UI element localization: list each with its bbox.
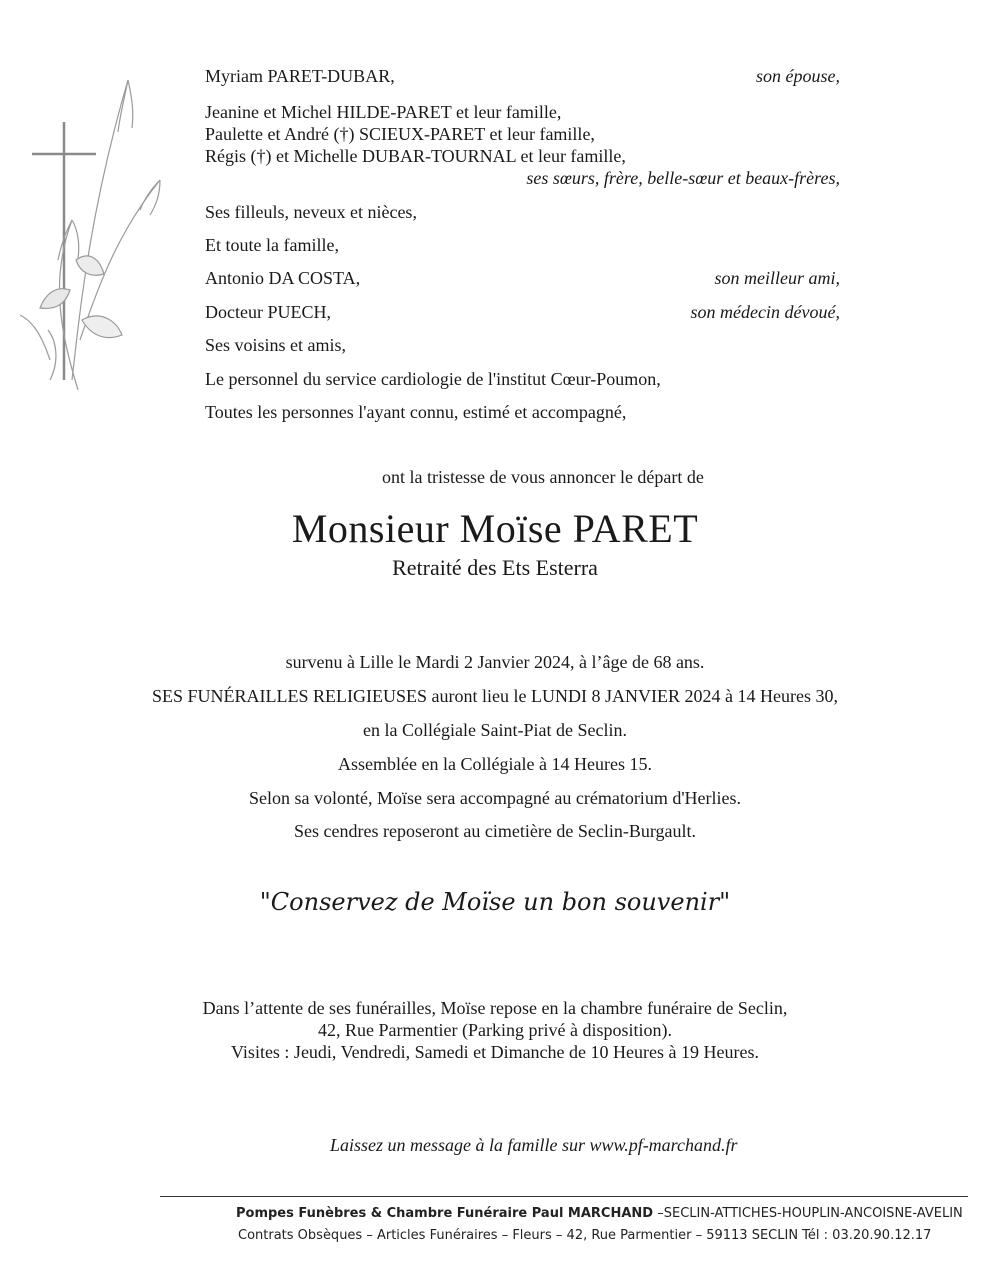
family-name-9: Ses voisins et amis, [205, 335, 347, 355]
footer-towns: –SECLIN-ATTICHES-HOUPLIN-ANCOISNE-AVELIN [653, 1206, 963, 1221]
memorial-quote: "Conservez de Moïse un bon souvenir" [259, 888, 731, 916]
family-name-10: Le personnel du service cardiologie de l'institut Cœur-Poumon, [205, 369, 661, 389]
deceased-name: Monsieur Moïse PARET [291, 506, 699, 551]
detail-line-1: survenu à Lille le Mardi 2 Janvier 2024, à l’âge de 68 ans. [285, 652, 705, 672]
message-text: Laissez un message à la famille sur www.pf-marchand.fr [330, 1135, 738, 1155]
footer-company-name: Pompes Funèbres & Chambre Funéraire Paul MARCHAND [236, 1206, 654, 1221]
detail-line-4: Assemblée en la Collégiale à 14 Heures 15. [338, 754, 652, 774]
family-name-11: Toutes les personnes l'ayant connu, estimé et accompagné, [205, 402, 627, 422]
announcement-text: ont la tristesse de vous annoncer le départ de [382, 467, 704, 487]
family-name-6: Et toute la famille, [205, 235, 339, 255]
detail-line-5: Selon sa volonté, Moïse sera accompagné au crématorium d'Herlies. [248, 788, 742, 808]
family-name-7: Antonio DA COSTA, [205, 268, 361, 288]
detail-line-6: Ses cendres reposeront au cimetière de Seclin-Burgault. [293, 821, 697, 841]
detail-line-3: en la Collégiale Saint-Piat de Seclin. [363, 720, 627, 740]
family-relation-1: son épouse, [756, 66, 840, 86]
family-name-3: Paulette et André (†) SCIEUX-PARET et leur famille, [205, 124, 595, 144]
family-relation-8: son médecin dévoué, [690, 302, 840, 322]
family-name-2: Jeanine et Michel HILDE-PARET et leur famille, [205, 102, 562, 122]
visit-info-line-2: 42, Rue Parmentier (Parking privé à disposition). [318, 1020, 672, 1040]
family-name-8: Docteur PUECH, [205, 302, 331, 322]
detail-line-2: SES FUNÉRAILLES RELIGIEUSES auront lieu le LUNDI 8 JANVIER 2024 à 14 Heures 30, [152, 686, 838, 706]
footer-company-line [236, 1206, 963, 1221]
footer-contact-line: Contrats Obsèques – Articles Funéraires – Fleurs – 42, Rue Parmentier – 59113 SECLIN Tél : 03.20.90.12.17 [238, 1228, 932, 1243]
family-name-1: Myriam PARET-DUBAR, [205, 66, 395, 86]
family-relation-7: son meilleur ami, [714, 268, 840, 288]
family-name-5: Ses filleuls, neveux et nièces, [205, 202, 417, 222]
visit-info-line-1: Dans l’attente de ses funérailles, Moïse repose en la chambre funéraire de Seclin, [202, 998, 788, 1018]
deceased-title: Retraité des Ets Esterra [392, 555, 598, 580]
family-relation-4: ses sœurs, frère, belle-sœur et beaux-frères, [526, 168, 840, 188]
cross-wheat-lily-illustration [20, 60, 170, 400]
family-name-4: Régis (†) et Michelle DUBAR-TOURNAL et leur famille, [205, 146, 626, 166]
visit-info-line-3: Visites : Jeudi, Vendredi, Samedi et Dimanche de 10 Heures à 19 Heures. [231, 1042, 759, 1062]
footer-divider [160, 1196, 968, 1197]
